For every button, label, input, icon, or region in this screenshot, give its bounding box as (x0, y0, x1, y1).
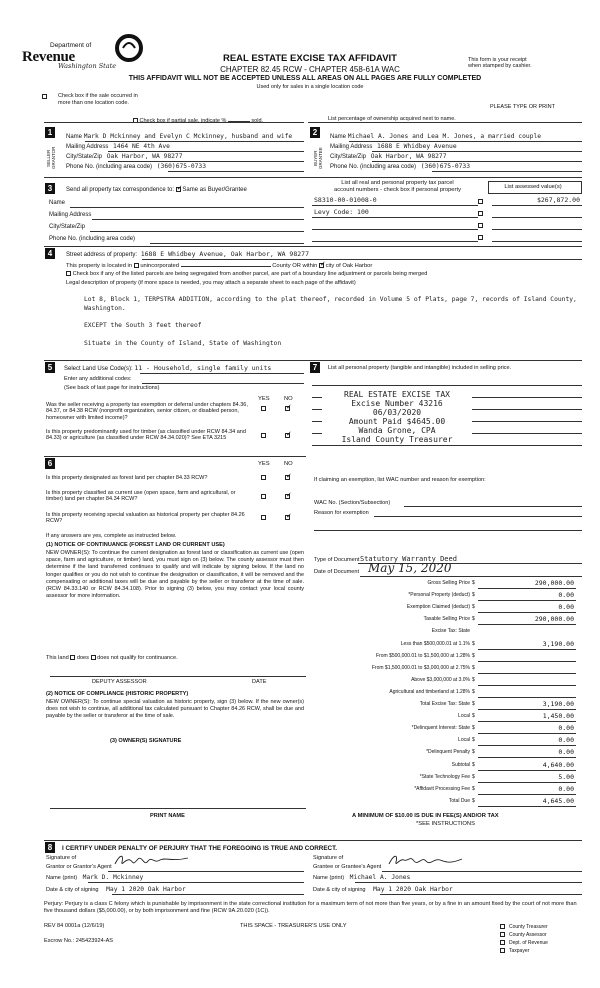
calc-row-label: Local (458, 713, 470, 720)
copy-item (500, 931, 548, 939)
buyer-city-row: City/State/Zip Oak Harbor, WA 98277 (330, 153, 447, 160)
corr-phone-field[interactable] (150, 243, 304, 244)
calc-row-label: Gross Selling Price (427, 580, 470, 586)
corr-name-label: Name (49, 200, 66, 206)
grantor-date-row: Date & city of signing May 1 2020 Oak Harbor (46, 886, 186, 893)
grantee-name-value[interactable]: Michael A. Jones (349, 874, 411, 881)
s5-q1: Was the seller receiving a property tax exemption or deferral under chapters 84.36, 84.37, or 84.38 RCW (nonprofit organization, senior citizen, or disabled person, homeowner with limited income)? (46, 402, 248, 421)
s5-q2-no-checkbox[interactable] (285, 433, 290, 438)
s6-q1-no-checkbox[interactable] (285, 475, 290, 480)
land-use-row: Select Land Use Code(s): 11 - Household, single family units (64, 364, 272, 372)
doc-type-value[interactable]: Statutory Warranty Deed (360, 555, 457, 563)
calc-row-dollar: $ (472, 604, 475, 611)
parcel-2-personal-checkbox[interactable] (478, 211, 483, 216)
dor-swirl-icon (114, 32, 144, 66)
additional-codes-field[interactable] (142, 383, 304, 384)
owner-signature-line[interactable] (50, 808, 306, 809)
notice2-title: (2) NOTICE OF COMPLIANCE (HISTORIC PROPERTY) (46, 691, 189, 697)
copy-distribution (500, 923, 548, 955)
s5-q1-yes-checkbox[interactable] (261, 406, 266, 411)
section-4-number: 4 (45, 248, 55, 259)
calc-row-underline (478, 685, 576, 686)
dor-logo: Department of Revenue Washington State (22, 38, 142, 74)
s5-q2-yes-checkbox[interactable] (261, 433, 266, 438)
legal-desc-label: Legal description of property (if more space is needed, you may attach a separate sheet to each page of the affidavit) (66, 280, 356, 286)
calc-row-label: Less than $500,000.01 at 1.1% (400, 640, 470, 647)
grantee-signature[interactable] (386, 852, 466, 870)
doc-type-label: Type of Document (314, 557, 360, 563)
grantee-name-row: Name (print) Michael A. Jones (313, 874, 411, 881)
s6-q2-yes-checkbox[interactable] (261, 494, 266, 499)
grantor-name-value[interactable]: Mark D. Mckinney (82, 874, 144, 881)
wac-label: WAC No. (Section/Subsection) (314, 500, 391, 506)
calc-row-underline (478, 770, 576, 771)
calc-row-label: Taxable Selling Price (423, 616, 470, 623)
calc-row (322, 665, 582, 675)
grantee-date-value[interactable]: May 1 2020 Oak Harbor (373, 886, 453, 893)
owner-signature-label: (3) OWNER(S) SIGNATURE (110, 738, 182, 744)
calc-row-underline (478, 600, 576, 601)
calc-row-label: *Affidavit Processing Fee (414, 785, 470, 792)
please-type: PLEASE TYPE OR PRINT (490, 104, 556, 110)
calc-row-underline (478, 733, 576, 734)
pct-ownership-note: List percentage of ownership acquired next to name. (328, 116, 456, 122)
seller-side-label: SELLER GRANTOR (46, 146, 57, 170)
certify-statement: I CERTIFY UNDER PENALTY OF PERJURY THAT THE FOREGOING IS TRUE AND CORRECT. (62, 845, 337, 852)
s6-q3-yes-checkbox[interactable] (261, 515, 266, 520)
notice1-title: (1) NOTICE OF CONTINUANCE (FOREST LAND OR CURRENT USE) (46, 542, 225, 548)
form-warning: THIS AFFIDAVIT WILL NOT BE ACCEPTED UNLESS ALL AREAS ON ALL PAGES ARE FULLY COMPLETED (128, 75, 482, 82)
calc-row-underline (478, 588, 576, 589)
calc-row-label: From $1,500,000.01 to $3,000,000 at 2.75% (371, 664, 470, 671)
calc-row-dollar: $ (472, 592, 475, 599)
street-row: Street address of property: 1688 E Whidbey Avenue, Oak Harbor, WA 98277 (66, 250, 309, 258)
section-1-number: 1 (45, 127, 55, 138)
calc-row-value[interactable]: 0.00 (558, 603, 574, 612)
treasurer-use-label: THIS SPACE - TREASURER'S USE ONLY (240, 923, 347, 929)
treasurer-stamp: REAL ESTATE EXCISE TAX Excise Number 43216 06/03/2020 Amount Paid $4645.00 Wanda Grone, CPA Island County Treasurer (322, 390, 472, 444)
see-instructions-note: *SEE INSTRUCTIONS (416, 821, 475, 827)
parcel-3-personal-checkbox[interactable] (478, 223, 483, 228)
calc-row-label: *Delinquent Interest: State (411, 725, 470, 732)
levy-code-value[interactable]: Levy Code: 100 (314, 208, 369, 216)
corr-address-label: Mailing Address (49, 212, 92, 218)
buyer-name-value[interactable]: Michael A. Jones and Lea M. Jones, a married couple (347, 133, 542, 140)
check-icon: ✓ (286, 431, 292, 438)
seller-city-value[interactable]: Oak Harbor, WA 98277 (106, 153, 183, 160)
calc-row-value[interactable]: 0.00 (558, 736, 574, 745)
calc-row (322, 677, 582, 687)
buyer-phone-row: Phone No. (including area code) (360)675-0733 (330, 163, 471, 170)
s5-no-header: NO (284, 396, 293, 402)
calc-row-label: *Personal Property (deduct) (408, 592, 470, 599)
grantee-sig-of: Signature of (313, 855, 344, 861)
buyer-address-value[interactable]: 1688 E Whidbey Avenue (377, 143, 457, 150)
calc-row-label: Exemption Claimed (deduct) (406, 604, 470, 611)
calc-row (322, 592, 582, 602)
s6-if-yes: If any answers are yes, complete as instructed below. (46, 533, 177, 539)
calc-row-underline (478, 624, 576, 625)
calc-row-dollar: $ (472, 701, 475, 707)
copy-checkbox[interactable] (500, 932, 505, 937)
copy-checkbox[interactable] (500, 940, 505, 945)
minimum-due-note: A MINIMUM OF $10.00 IS DUE IN FEE(S) AND/OR TAX (352, 813, 499, 819)
corr-phone-label: Phone No. (including area code) (49, 236, 136, 242)
calc-row-value[interactable]: 4,640.00 (542, 760, 574, 769)
calc-row-underline (478, 806, 576, 807)
reason-field[interactable] (374, 516, 582, 517)
buyer-side-label: BUYER GRANTEE (313, 147, 324, 169)
grantor-sig-of: Signature of (46, 855, 77, 861)
calc-row-label: Above $3,000,000 at 3.0% (411, 676, 470, 683)
calc-row-value[interactable]: 290,000.00 (534, 615, 574, 624)
parcel-1-personal-checkbox[interactable] (478, 199, 483, 204)
section-5-number: 5 (45, 362, 55, 373)
additional-codes-label: Enter any additional codes: (64, 376, 132, 382)
calc-row-dollar: $ (472, 761, 475, 768)
buyer-phone-value[interactable]: (360)675-0733 (420, 163, 471, 170)
s6-q1-yes-checkbox[interactable] (261, 475, 266, 480)
perjury-notice: Perjury: Perjury is a class C felony which is punishable by imprisonment in the state correctional institution for a maximum term of not more than five years, or by a fine in an amount fixed by the court of not more than five thousand dollars ($5,000.00), or by both imprisonment and fine (RCW 9A.20.020 (1C)). (44, 901, 577, 914)
buyer-name-row: Name Michael A. Jones and Lea M. Jones, a married couple (330, 133, 542, 140)
calc-row (322, 798, 582, 808)
calc-row-dollar: $ (472, 652, 475, 659)
deputy-assessor-line[interactable] (50, 676, 306, 677)
see-back-note: (See back of last page for instructions) (64, 385, 160, 391)
parcel-1-value[interactable]: S8310-00-01008-0 (314, 196, 377, 204)
use-note: Used only for sales in a single location code (256, 84, 364, 90)
partial-sale-row: Check box if partial sale, indicate % sold. (133, 116, 293, 124)
calc-row (322, 604, 582, 614)
calc-row-dollar: $ (472, 580, 475, 586)
copy-label: Taxpayer (509, 948, 530, 954)
calc-row-dollar: $ (472, 797, 475, 804)
doc-date-value[interactable]: May 15, 2020 (368, 561, 452, 575)
copy-label: Dept. of Revenue (509, 940, 548, 946)
wac-field[interactable] (404, 506, 582, 507)
calc-row-underline (478, 794, 576, 795)
located-row: This property is located in unincorporated County OR within ✓ city of Oak Harbor (66, 260, 373, 269)
corr-city-field[interactable] (90, 231, 304, 232)
send-correspondence-row: Send all property tax correspondence to: ✓ Same as Buyer/Grantee (66, 185, 247, 194)
calc-row-dollar: $ (472, 640, 475, 647)
copy-checkbox[interactable] (500, 948, 505, 953)
seller-phone-row: Phone No. (including area code) (360)675-0733 (66, 163, 207, 170)
street-value[interactable]: 1688 E Whidbey Avenue, Oak Harbor, WA 98277 (140, 250, 309, 258)
calc-row (322, 762, 582, 772)
calc-row-dollar: $ (472, 773, 475, 780)
parcel-4-personal-checkbox[interactable] (478, 235, 483, 240)
calc-row-label: Total Due (448, 797, 470, 804)
calc-row-value[interactable]: 4,645.00 (542, 796, 574, 805)
personal-property-label: List all personal property (tangible and intangible) included in selling price. (328, 365, 512, 371)
calc-row (322, 786, 582, 796)
calc-row (322, 737, 582, 747)
corr-address-field[interactable] (92, 219, 304, 220)
calc-row-value[interactable]: 290,000.00 (534, 579, 574, 587)
does-not-qualify-checkbox[interactable] (91, 655, 96, 660)
calc-row-dollar: $ (472, 664, 475, 671)
form-title: REAL ESTATE EXCISE TAX AFFIDAVIT (222, 53, 397, 64)
grantor-name-row: Name (print) Mark D. Mckinney (46, 874, 144, 881)
calc-row-underline (478, 709, 576, 710)
s5-yes-header: YES (258, 396, 270, 402)
section-6-number: 6 (45, 458, 55, 469)
copy-label: County Treasurer (509, 924, 548, 930)
seller-name-value[interactable]: Mark D Mckinney and Evelyn C Mckinney, husband and wife (83, 133, 293, 140)
seller-phone-value[interactable]: (360)675-0733 (156, 163, 207, 170)
calc-row-value[interactable]: 1,450.00 (542, 712, 574, 721)
calc-row-underline (478, 673, 576, 674)
calc-row (322, 653, 582, 663)
s6-q2: Is this property classified as current use (open space, farm and agricultural, or timber) land per chapter 84.34 RCW? (46, 490, 236, 503)
calc-row (322, 701, 582, 711)
calc-row-underline (478, 721, 576, 722)
calc-row (322, 616, 582, 626)
section-3-number: 3 (45, 183, 55, 194)
grantee-date-row: Date & city of signing May 1 2020 Oak Harbor (313, 886, 453, 893)
s6-q3-no-checkbox[interactable] (285, 515, 290, 520)
notice1-body: NEW OWNER(S): To continue the current designation as forest land or classification as current use (open space, farm and agriculture, or timber) land, you must sign on (3) below. The county assessor must then determine if the land transferred continues to qualify and will indicate by signing below. If the land no longer qualifies or you do not wish to continue the designation or classification, it will be removed and the compensating or additional taxes will be due and payable by the seller or transferor at the time of sale. (RCW 84.33.140 or RCW 84.34.108). Prior to signing (3) below, you may contact your local county assessor for more information. (46, 550, 304, 600)
s6-no-header: NO (284, 461, 293, 467)
calc-row-underline (478, 697, 576, 698)
legal-desc-4[interactable]: Situate in the County of Island, State of Washington (84, 340, 282, 347)
section-7-number: 7 (310, 362, 320, 373)
calc-row (322, 641, 582, 651)
check-icon: ✓ (286, 473, 292, 480)
s6-q3: Is this property receiving special valuation as historical property per chapter 84.26 RCW? (46, 512, 245, 525)
legal-desc-3[interactable]: EXCEPT the South 3 feet thereof (84, 322, 202, 329)
calc-row-dollar: $ (472, 785, 475, 792)
grantee-sig-label: Grantee or Grantee's Agent (313, 864, 382, 870)
copy-checkbox[interactable] (500, 924, 505, 929)
calc-row (322, 774, 582, 784)
section-2-number: 2 (310, 127, 320, 138)
print-name-label: PRINT NAME (150, 813, 185, 819)
assessed-1-value[interactable]: $267,872.00 (536, 196, 580, 204)
seller-address-value[interactable]: 1464 NE 4th Ave (113, 143, 170, 150)
land-use-code-value[interactable]: 11 - Household, single family units (134, 364, 272, 372)
calc-row-dollar: $ (472, 737, 475, 744)
calc-row-underline (478, 745, 576, 746)
calc-row-label: *State Technology Fee (419, 773, 470, 780)
calc-row-value[interactable]: 5.00 (558, 772, 574, 781)
calc-row-underline (478, 661, 576, 662)
escrow-number: Escrow No.: 245423924-AS (44, 938, 114, 944)
within-city-checkbox[interactable] (319, 260, 326, 268)
seller-city-row: City/State/Zip Oak Harbor, WA 98277 (66, 153, 183, 160)
calc-row-value[interactable]: 0.00 (558, 724, 574, 733)
calc-row-dollar: $ (472, 725, 475, 732)
s6-q1: Is this property designated as forest land per chapter 84.33 RCW? (46, 475, 208, 481)
check-icon: ✓ (286, 492, 292, 499)
calc-row-value[interactable]: 0.00 (558, 748, 574, 757)
calc-row-dollar: $ (472, 749, 475, 756)
calc-row-label: *Delinquent Penalty (426, 749, 470, 756)
qualify-row: This land does does not qualify for continuance. (46, 655, 178, 661)
form-subtitle: CHAPTER 82.45 RCW - CHAPTER 458-61A WAC (220, 65, 400, 74)
grantor-sig-label: Grantor or Grantor's Agent (46, 864, 112, 870)
calc-row-underline (478, 612, 576, 613)
calc-row-underline (478, 649, 576, 650)
legal-desc-2[interactable]: Washington. (84, 305, 126, 312)
calc-row-dollar: $ (472, 616, 475, 623)
calc-row (322, 580, 582, 590)
calc-row-dollar: $ (472, 713, 475, 720)
calc-row-label: Local (458, 737, 470, 744)
calc-row-label: From $500,000.01 to $1,500,000 at 1.28% (376, 652, 470, 659)
calc-row-value[interactable]: 0.00 (558, 591, 574, 600)
grantor-signature[interactable] (112, 852, 192, 870)
check-icon: ✓ (176, 185, 183, 192)
legal-desc-1[interactable]: Lot 8, Block 1, TERPSTRA ADDITION, according to the plat thereof, recorded in Volume 5 of Plats, page 7, records of Island County, (84, 296, 577, 303)
segregated-row: Check box if any of the listed parcels are being segregated from another parcel, are part of a boundary line adjustment or parcels being merged (66, 271, 582, 277)
parcel-header: List all real and personal property tax parcel account numbers - check box if personal property (334, 180, 461, 193)
notice2-body: NEW OWNER(S): To continue special valuation as historic property, sign (3) below. If the new owner(s) does not wish to continue, all additional tax calculated pursuant to Chapter 84.26 RCW, shall be due and payable by the seller or transferor at the time of sale. (46, 699, 304, 720)
unincorporated-checkbox[interactable] (134, 263, 139, 268)
copy-label: County Assessor (509, 932, 547, 938)
calc-row (322, 725, 582, 735)
calc-row-label: Excise Tax: State (431, 628, 470, 635)
exemption-label: If claiming an exemption, list WAC number and reason for exemption: (314, 477, 486, 483)
calc-row (322, 628, 582, 638)
grantor-date-value[interactable]: May 1 2020 Oak Harbor (106, 886, 186, 893)
buyer-city-value[interactable]: Oak Harbor, WA 98277 (370, 153, 447, 160)
multi-location-checkbox[interactable] (42, 94, 47, 99)
buyer-address-row: Mailing Address 1688 E Whidbey Avenue (330, 143, 457, 150)
seller-address-row: Mailing Address 1464 NE 4th Ave (66, 143, 170, 150)
reason-label: Reason for exemption (314, 510, 369, 516)
calc-row-label: Subtotal (451, 761, 470, 768)
rev-number: REV 84 0001a (12/6/19) (44, 923, 105, 929)
calc-row (322, 713, 582, 723)
corr-name-field[interactable] (70, 207, 304, 208)
s5-q2: Is this property predominantly used for timber (as classified under RCW 84.34 and 84.33) or agriculture (as classified under RCW 84.34.020)? See ETA 3215 (46, 429, 246, 442)
copy-item (500, 939, 548, 947)
calc-row-underline (478, 757, 576, 758)
calc-row (322, 749, 582, 759)
assessed-header: List assessed value(s) (504, 184, 562, 190)
deputy-date-label: DATE (252, 679, 267, 685)
check-icon: ✓ (286, 513, 292, 520)
calc-row-dollar: $ (472, 676, 475, 683)
calc-row-label: Agricultural and timberland at 1.28% (389, 688, 470, 695)
calc-row-value[interactable]: 0.00 (558, 784, 574, 793)
segregated-checkbox[interactable] (66, 271, 71, 276)
deputy-assessor-label: DEPUTY ASSESSOR (92, 679, 147, 685)
corr-city-label: City/State/Zip (49, 224, 86, 230)
section-8-number: 8 (45, 842, 55, 853)
calc-row-value[interactable]: 3,190.00 (542, 639, 574, 648)
copy-item (500, 947, 548, 955)
copy-item (500, 923, 548, 931)
seller-name-row: Name Mark D Mckinney and Evelyn C Mckinney, husband and wife (66, 133, 293, 140)
calc-row-underline (478, 782, 576, 783)
doc-date-label: Date of Document (314, 569, 360, 575)
check-icon: ✓ (319, 260, 326, 268)
calc-row-label: Total Excise Tax: State (419, 701, 470, 707)
check-icon: ✓ (286, 404, 292, 411)
calc-row (322, 689, 582, 699)
s5-q1-no-checkbox[interactable] (285, 406, 290, 411)
s6-yes-header: YES (258, 461, 270, 467)
calc-row-dollar: $ (472, 688, 475, 695)
s6-q2-no-checkbox[interactable] (285, 494, 290, 499)
same-as-buyer-checkbox[interactable] (176, 187, 181, 192)
receipt-note: This form is your receipt when stamped by cashier. (468, 57, 532, 70)
calc-row-value[interactable]: 3,190.00 (542, 700, 574, 708)
does-qualify-checkbox[interactable] (70, 655, 75, 660)
